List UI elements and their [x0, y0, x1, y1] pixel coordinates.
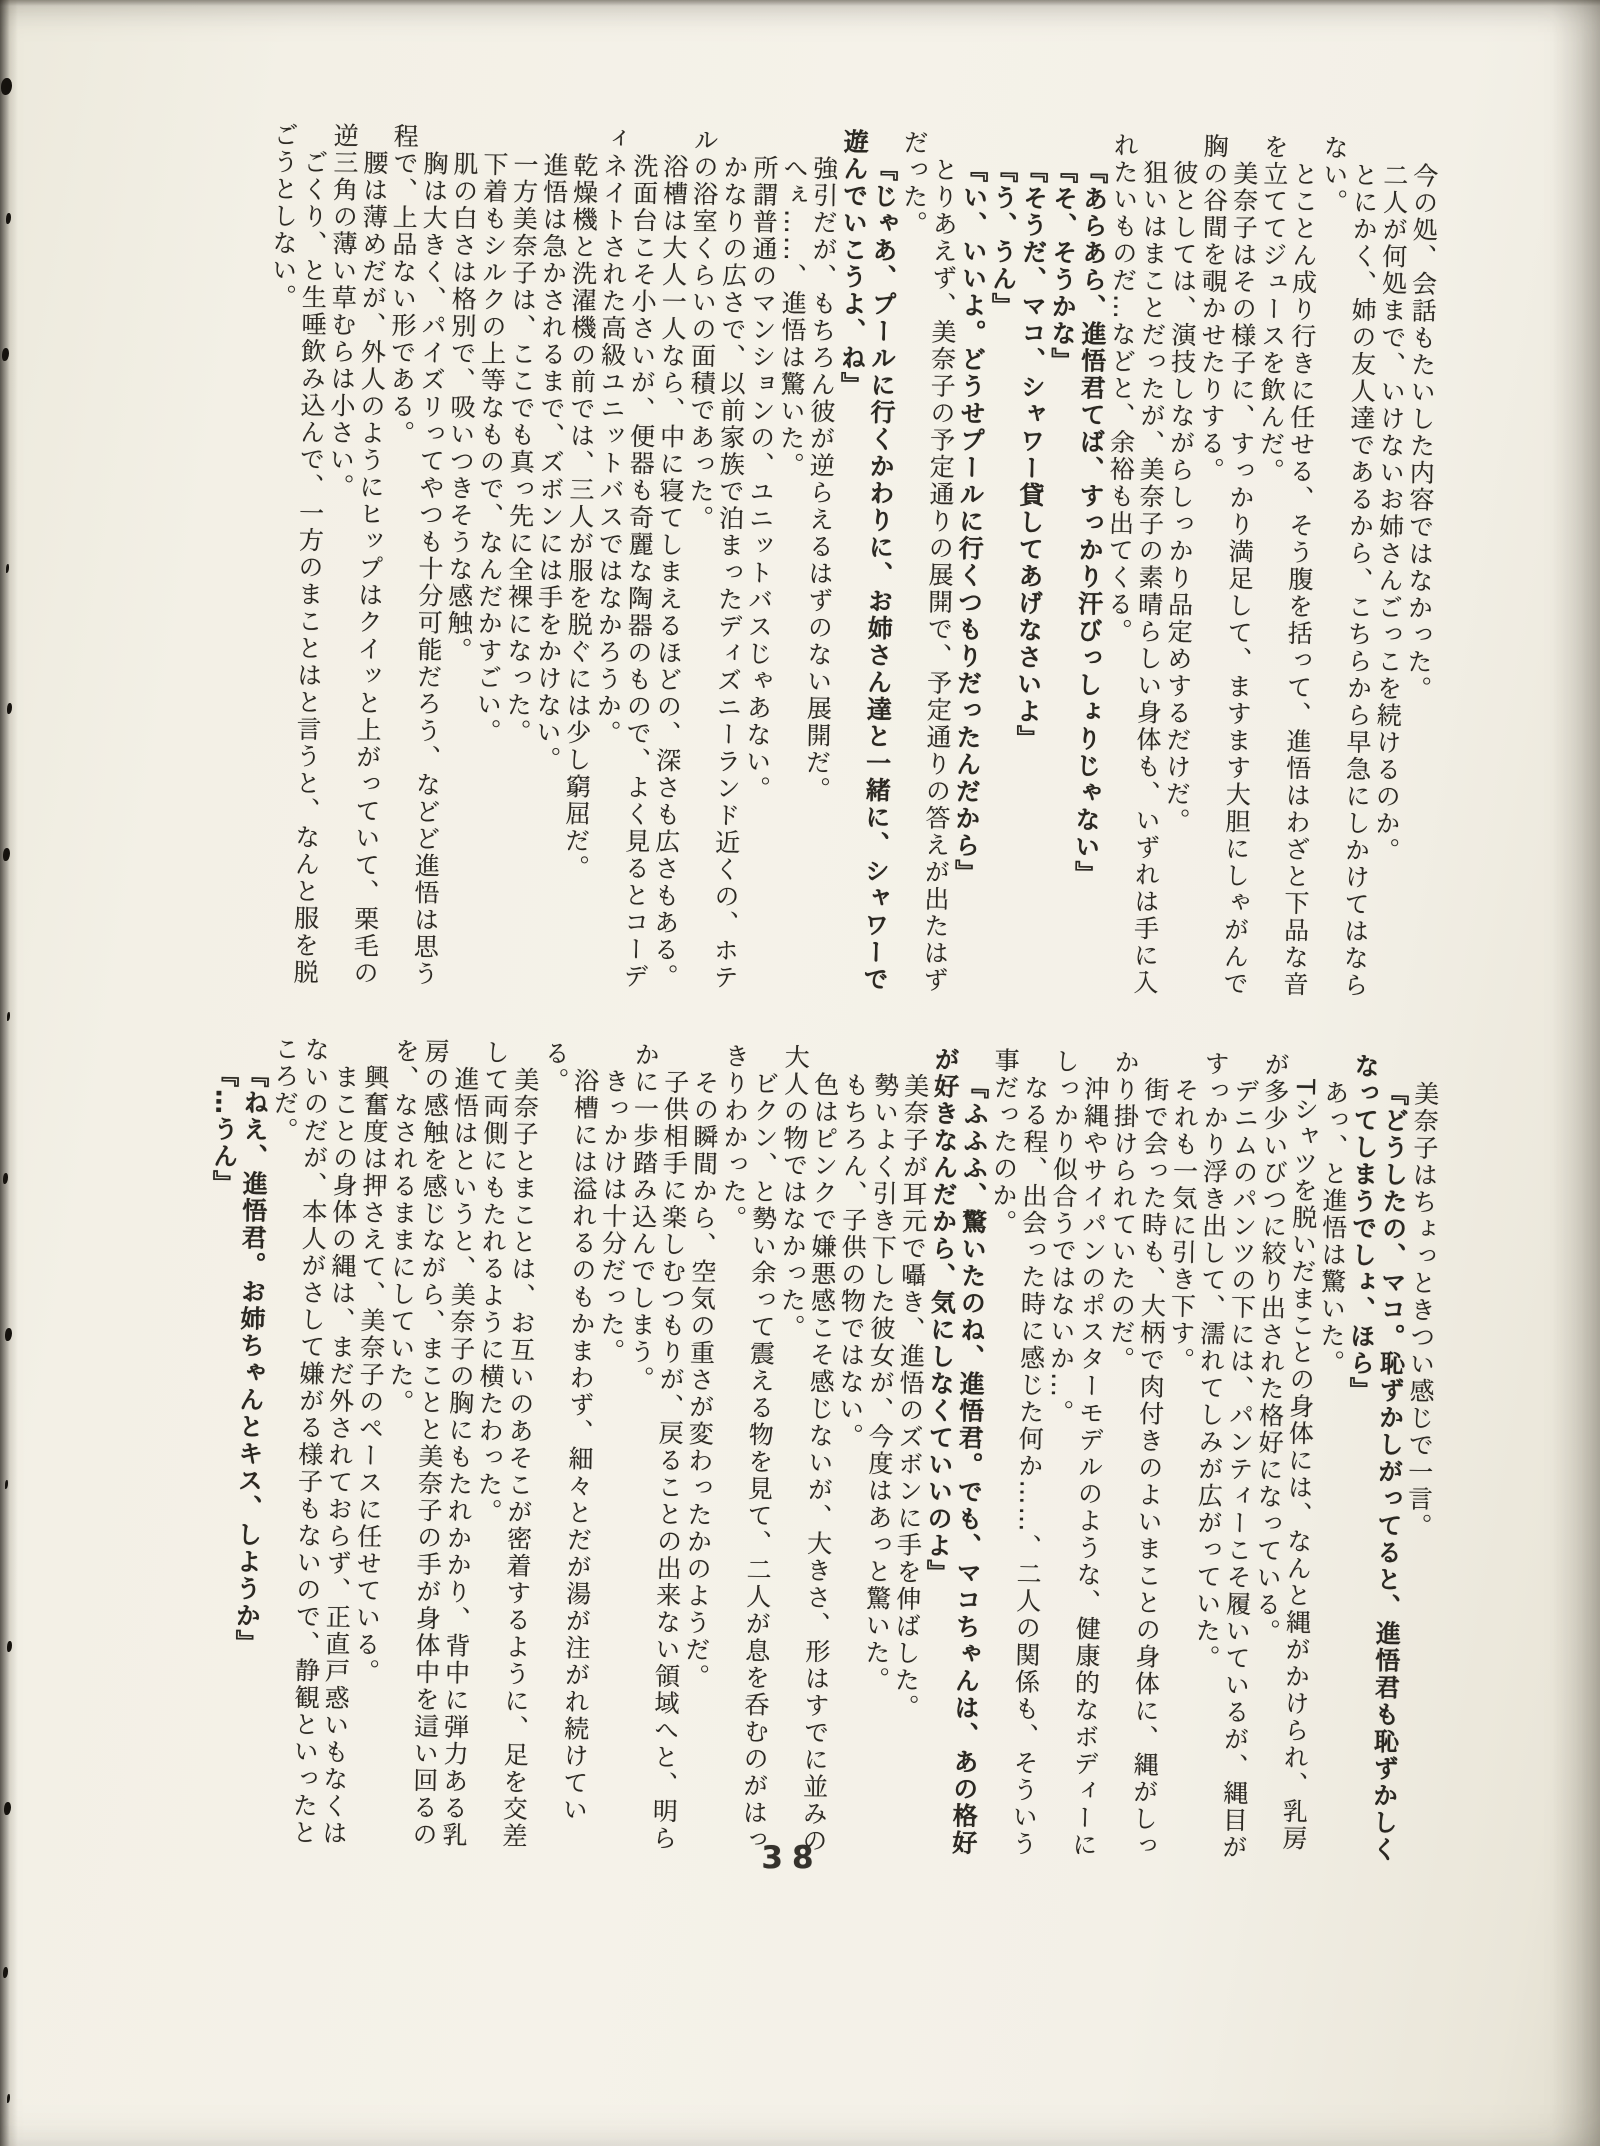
narrative-paragraph: 所謂普通のマンションの、ユニットバスじゃあない。 — [742, 154, 780, 803]
narrative-paragraph: ごくり、と生唾飲み込んで、一方のまことはと言うと、なんと服を脱ごうとしない。 — [268, 121, 330, 987]
narrative-paragraph: 乾燥機と洗濯機の前では、三人が服を脱ぐには少し窮屈だ。 — [561, 152, 600, 882]
narrative-paragraph: 下着もシルクの上等なもので、なんだかすごい。 — [472, 151, 510, 746]
narrative-paragraph: それも一気に引き下す。 — [1166, 1076, 1200, 1375]
dialogue-paragraph: 『じゃあ、プールに行くかわりに、お姉さん達と一緒に、シャワーで遊んでいこうよ、ね』 — [837, 128, 900, 994]
narrative-paragraph: 美奈子はその様子に、すっかり満足して、ますます大胆にしゃがんで胸の谷間を覗かせたりする。 — [1196, 132, 1260, 998]
dialogue-paragraph: 『う、うん』 — [988, 157, 1020, 320]
narrative-paragraph: 色はピンクで嫌悪感こそ感じないが、大きさ、形はすでに並みの大人の物ではなかった。 — [776, 1043, 840, 1855]
narrative-paragraph: 今の処、会話もたいした内容ではなかった。 — [1403, 162, 1440, 703]
dialogue-paragraph: 『あらあら、進悟君てば、すっかり汗びっしょりじゃない』 — [1071, 158, 1110, 888]
narrative-paragraph: 二人が何処まで、いけないお姉さんごっこを続けるのか。 — [1371, 162, 1410, 865]
narrative-paragraph: 美奈子とまことは、お互いのあそこが密着するように、足を交差して両側にもたれるように横たわった。 — [473, 1039, 541, 1850]
top-text-block — [153, 120, 1440, 1022]
narrative-paragraph: 狙いはまことだったが、美奈子の素晴らしい身体も、いずれは手に入れたいものだ…などと、余裕も出てくる。 — [1104, 131, 1170, 997]
narrative-paragraph: 胸は大きく、パイズリってやつも十分可能だろう、などど進悟は思う程で、上品ない形である。 — [386, 123, 450, 988]
narrative-paragraph: その瞬間から、空気の重さが変わったかのようだ。 — [681, 1069, 721, 1691]
dialogue-paragraph: 『そうだ、マコ、シャワー貸してあげなさいよ』 — [1012, 157, 1050, 753]
page-right-edge-shadow — [1552, 0, 1600, 2146]
narrative-paragraph: なる程、出会った時に感じた何か……、二人の関係も、そういう事だったのか。 — [988, 1047, 1050, 1858]
narrative-paragraph: 子供相手に楽しむつもりが、戻ることの出来ない領域へと、明らかに一歩踏み込んでしまう。 — [625, 1041, 691, 1853]
dialogue-paragraph: 『…うん』 — [208, 1061, 241, 1198]
narrative-paragraph: 腰は薄めだが、外人のようにヒップはクイッと上がっていて、栗毛の逆三角の薄い草むらは小さい。 — [325, 122, 390, 987]
dialogue-paragraph: 『い、いいよ。どうせプールに行くつもりだったんだから』 — [951, 156, 990, 887]
narrative-paragraph: デニムのパンツの下には、パンティーこそ履いているが、縄目がすっかり浮き出して、濡れてしみが広がっていた。 — [1191, 1050, 1260, 1862]
narrative-paragraph: 彼としては、演技しながらしっかり品定めするだけだ。 — [1161, 159, 1200, 835]
narrative-paragraph: とことん成り行きに任せる、そう腹を括って、進悟はわざと下品な音を立ててジュースを飲んだ。 — [1256, 133, 1320, 999]
narrative-paragraph: 美奈子はちょっときつい感じで一言。 — [1403, 1080, 1440, 1541]
page-top-edge-shadow — [0, 0, 1600, 6]
narrative-paragraph: あっ、と進悟は驚いた。 — [1316, 1079, 1350, 1377]
narrative-paragraph: Tシャツを脱いだまことの身体には、なんと縄がかけられ、乳房が多少いびつに絞り出された格好になっている。 — [1252, 1051, 1320, 1853]
narrative-paragraph: ビクン、と勢い余って震える物を見て、二人が息を呑むのがはっきりわかった。 — [718, 1042, 781, 1854]
narrative-paragraph: 沖縄やサイパンのポスターモデルのような、健康的なボディーにしっかり似合うではないか…。 — [1045, 1047, 1110, 1859]
page-number: 38 — [761, 1840, 823, 1876]
narrative-paragraph: 興奮度は押さえて、美奈子のペースに任せている。 — [351, 1064, 391, 1686]
narrative-paragraph: 美奈子が耳元で囁き、進悟のズボンに手を伸ばした。 — [890, 1072, 930, 1721]
narrative-paragraph: とにかく、姉の友人達であるから、こちらから早急にしかけてはならない。 — [1319, 134, 1380, 1000]
narrative-paragraph: 一方美奈子は、ここでも真っ先に全裸になった。 — [502, 151, 540, 746]
narrative-paragraph: もちろん、子供の物ではない。 — [835, 1071, 870, 1451]
narrative-paragraph: 強引だが、もちろん彼が逆らえるはずのない展開だ。 — [802, 155, 840, 804]
narrative-paragraph: 勢いよく引き下した彼女が、今度はあっと驚いた。 — [861, 1072, 900, 1694]
narrative-paragraph: とりあえず、美奈子の予定通りの展開で、予定通りの答えが出たはずだった。 — [899, 129, 960, 994]
narrative-paragraph: 洗面台こそ小さいが、便器も奇麗な陶器のもので、よく見るとコーディネイトされた高級ユニットバスではなかろうか。 — [592, 125, 660, 991]
dialogue-paragraph: 『ねえ、進悟君。お姉ちゃんとキス、しようか』 — [231, 1062, 271, 1657]
binding-edge — [0, 0, 18, 2146]
narrative-paragraph: へぇ……、進悟は驚いた。 — [776, 154, 810, 480]
narrative-paragraph: 進悟はというと、美奈子の胸にもたれかかり、背中に弾力ある乳房の感触を感じながら、まことと美奈子の手が身体中を這い回るのを、なされるままにしていた。 — [385, 1037, 481, 1849]
bottom-text-block — [152, 1034, 1441, 1872]
dialogue-paragraph: 『そ、そうかな』 — [1047, 158, 1080, 375]
narrative-paragraph: 浴槽には溢れるのもかまわず、細々とだが湯が注がれ続けている。 — [540, 1039, 601, 1824]
narrative-paragraph: 肌の白さは格別で、吸いつきそうな感触。 — [443, 150, 480, 665]
narrative-paragraph: かなりの広さで、以前家族で泊まったディズニーランド近くの、ホテルの浴室くらいの面積であった。 — [685, 126, 750, 992]
dialogue-paragraph: 『ふふふ、驚いたのね、進悟君。でも、マコちゃんは、あの格好が好きなんだから、気にしなくていいのよ』 — [922, 1046, 990, 1857]
narrative-paragraph: きっかけは十分だった。 — [596, 1067, 631, 1366]
narrative-paragraph: 浴槽は大人一人なら、中に寝てしまえるほどの、深さも広さもある。 — [649, 153, 690, 991]
dialogue-paragraph: 『どうしたの、マコ。恥ずかしがってると、進悟君も恥ずかしくなってしまうでしょ、ほら』 — [1345, 1052, 1410, 1864]
narrative-paragraph: まことの身体の縄は、まだ外されておらず、正直戸惑いもなくはないのだが、本人がさして嫌がる様子もないので、静観といったところだ。 — [269, 1035, 361, 1848]
narrative-paragraph: 進悟は急かされるまで、ズボンには手をかけない。 — [532, 151, 570, 774]
narrative-paragraph: 街で会った時も、大柄で肉付きのよいまことの身体に、縄がしっかり掛けられていたのだ。 — [1106, 1048, 1170, 1860]
